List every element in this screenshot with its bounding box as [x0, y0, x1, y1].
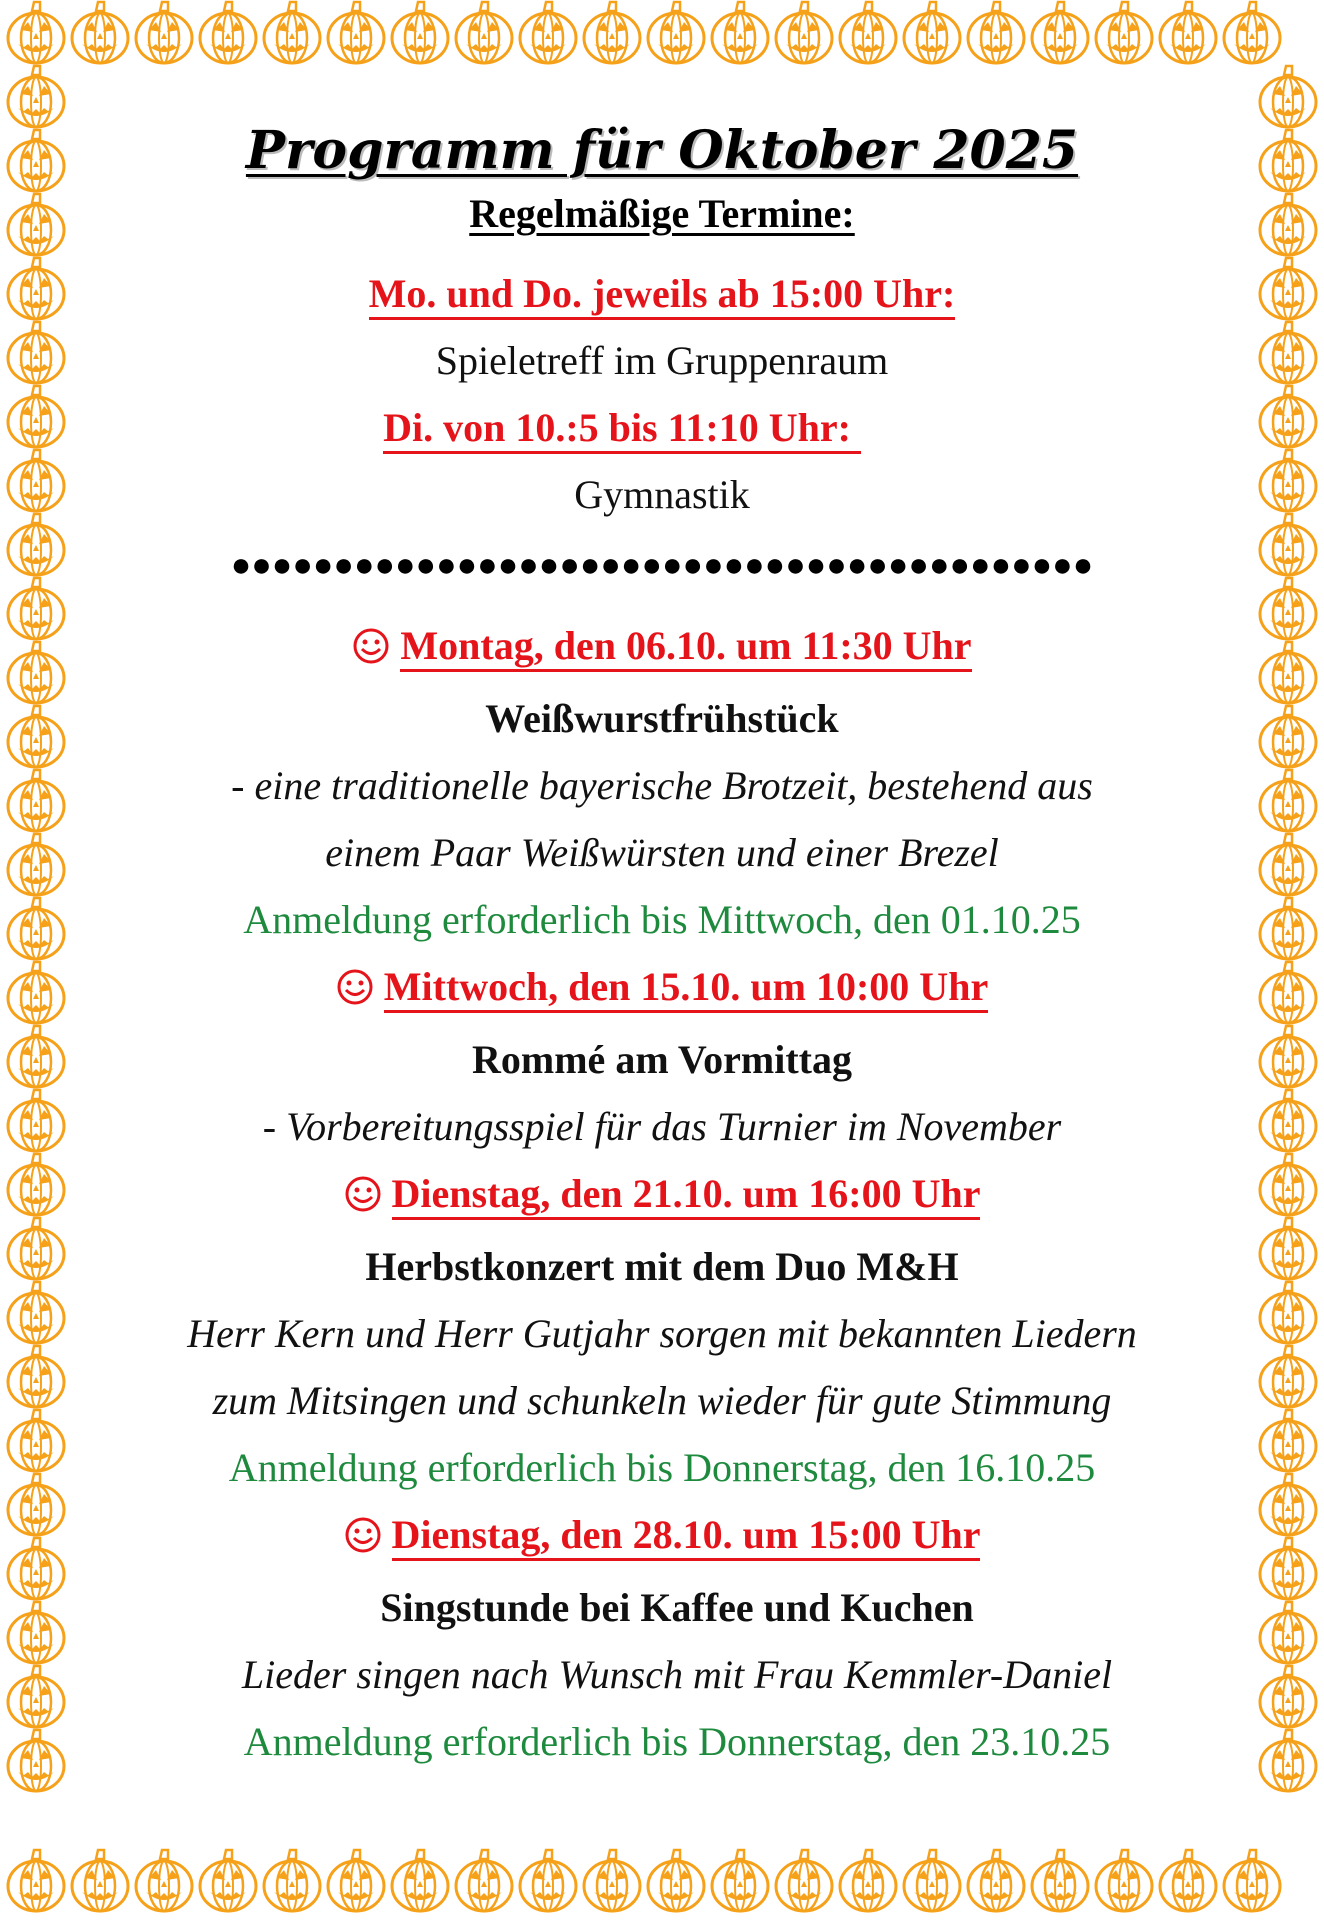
- pumpkin-icon: [1260, 770, 1316, 831]
- pumpkin-icon: [904, 2, 960, 63]
- event-4-desc-1: Lieder singen nach Wunsch mit Frau Kemmler-Daniel: [241, 1652, 1113, 1697]
- pumpkin-icon: [776, 2, 832, 63]
- event-4-registration: Anmeldung erforderlich bis Donnerstag, den 23.10.25: [243, 1719, 1111, 1764]
- pumpkin-icon: [968, 2, 1024, 63]
- event-1-title: Weißwurstfrühstück: [485, 696, 839, 741]
- pumpkin-icon: [72, 2, 128, 63]
- pumpkin-icon: [712, 1850, 768, 1911]
- pumpkin-icon: [8, 1602, 64, 1663]
- event-1-date: Montag, den 06.10. um 11:30 Uhr: [100, 612, 1224, 685]
- pumpkin-icon: [1260, 514, 1316, 575]
- pumpkin-icon: [1260, 1346, 1316, 1407]
- pumpkin-icon: [1260, 1154, 1316, 1215]
- pumpkin-icon: [136, 2, 192, 63]
- pumpkin-icon: [1260, 194, 1316, 255]
- pumpkin-icon: [8, 1410, 64, 1471]
- pumpkin-icon: [72, 1850, 128, 1911]
- pumpkin-icon: [8, 1346, 64, 1407]
- pumpkin-icon: [1096, 2, 1152, 63]
- pumpkin-icon: [200, 1850, 256, 1911]
- event-2-date: Mittwoch, den 15.10. um 10:00 Uhr: [100, 953, 1224, 1026]
- pumpkin-icon: [1096, 1850, 1152, 1911]
- pumpkin-icon: [8, 1666, 64, 1727]
- pumpkin-icon: [264, 2, 320, 63]
- pumpkin-icon: [456, 2, 512, 63]
- pumpkin-icon: [648, 2, 704, 63]
- pumpkin-icon: [1260, 1410, 1316, 1471]
- pumpkin-icon: [8, 1154, 64, 1215]
- pumpkin-icon: [8, 1282, 64, 1343]
- pumpkin-icon: [968, 1850, 1024, 1911]
- event-2-title: Rommé am Vormittag: [472, 1037, 852, 1082]
- pumpkin-icon: [392, 1850, 448, 1911]
- pumpkin-icon: [1260, 1090, 1316, 1151]
- pumpkin-icon: [1260, 898, 1316, 959]
- dot-divider: ●●●●●●●●●●●●●●●●●●●●●●●●●●●●●●●●●●●●●●●●●●: [230, 547, 1094, 584]
- pumpkin-icon: [328, 1850, 384, 1911]
- pumpkin-icon: [520, 2, 576, 63]
- pumpkin-icon: [8, 514, 64, 575]
- pumpkin-icon: [8, 130, 64, 191]
- pumpkin-icon: [1260, 1026, 1316, 1087]
- event-1-desc-1: - eine traditionelle bayerische Brotzeit, bestehend aus: [231, 763, 1093, 808]
- regular-1-when: Mo. und Do. jeweils ab 15:00 Uhr:: [100, 260, 1224, 327]
- smiley-icon: [344, 1166, 382, 1233]
- pumpkin-icon: [8, 2, 64, 63]
- pumpkin-icon: [8, 386, 64, 447]
- regular-2-when: Di. von 10.:5 bis 11:10 Uhr:: [100, 394, 1224, 461]
- pumpkin-icon: [392, 2, 448, 63]
- pumpkin-icon: [1260, 1282, 1316, 1343]
- pumpkin-icon: [8, 322, 64, 383]
- event-3-desc-2: zum Mitsingen und schunkeln wieder für gute Stimmung: [212, 1378, 1112, 1423]
- pumpkin-icon: [8, 578, 64, 639]
- pumpkin-icon: [1260, 386, 1316, 447]
- pumpkin-icon: [8, 1730, 64, 1791]
- event-3-date: Dienstag, den 21.10. um 16:00 Uhr: [100, 1160, 1224, 1233]
- pumpkin-icon: [200, 2, 256, 63]
- pumpkin-icon: [8, 450, 64, 511]
- pumpkin-icon: [8, 1026, 64, 1087]
- event-1-desc-2: einem Paar Weißwürsten und einer Brezel: [325, 830, 999, 875]
- event-4-title: Singstunde bei Kaffee und Kuchen: [380, 1585, 974, 1630]
- smiley-icon: [336, 959, 374, 1026]
- pumpkin-icon: [456, 1850, 512, 1911]
- event-3-registration: Anmeldung erforderlich bis Donnerstag, den 16.10.25: [228, 1445, 1096, 1490]
- pumpkin-icon: [8, 1538, 64, 1599]
- event-3-desc-1: Herr Kern und Herr Gutjahr sorgen mit bekannten Liedern: [187, 1311, 1137, 1356]
- pumpkin-icon: [1260, 1666, 1316, 1727]
- pumpkin-icon: [1260, 1730, 1316, 1791]
- pumpkin-icon: [136, 1850, 192, 1911]
- pumpkin-icon: [520, 1850, 576, 1911]
- pumpkin-icon: [584, 1850, 640, 1911]
- regular-1-what: Spieletreff im Gruppenraum: [435, 338, 889, 383]
- pumpkin-icon: [1260, 834, 1316, 895]
- pumpkin-icon: [776, 1850, 832, 1911]
- pumpkin-icon: [1224, 1850, 1280, 1911]
- event-4-date: Dienstag, den 28.10. um 15:00 Uhr: [100, 1501, 1224, 1574]
- pumpkin-icon: [712, 2, 768, 63]
- regular-2-what: Gymnastik: [574, 472, 750, 517]
- pumpkin-icon: [1160, 1850, 1216, 1911]
- pumpkin-icon: [8, 834, 64, 895]
- pumpkin-icon: [8, 642, 64, 703]
- pumpkin-icon: [1260, 642, 1316, 703]
- pumpkin-icon: [1260, 130, 1316, 191]
- pumpkin-icon: [1260, 1602, 1316, 1663]
- pumpkin-icon: [840, 2, 896, 63]
- event-2-desc-1: - Vorbereitungsspiel für das Turnier im November: [262, 1104, 1062, 1149]
- pumpkin-icon: [1260, 1474, 1316, 1535]
- pumpkin-icon: [8, 1218, 64, 1279]
- pumpkin-icon: [8, 1090, 64, 1151]
- pumpkin-icon: [648, 1850, 704, 1911]
- event-1-registration: Anmeldung erforderlich bis Mittwoch, den 01.10.25: [243, 897, 1081, 942]
- pumpkin-icon: [1260, 1218, 1316, 1279]
- pumpkin-icon: [1260, 258, 1316, 319]
- pumpkin-icon: [8, 1850, 64, 1911]
- pumpkin-icon: [1260, 322, 1316, 383]
- smiley-icon: [352, 618, 390, 685]
- pumpkin-icon: [1032, 1850, 1088, 1911]
- pumpkin-icon: [1032, 2, 1088, 63]
- pumpkin-icon: [8, 66, 64, 127]
- event-3-title: Herbstkonzert mit dem Duo M&H: [365, 1244, 959, 1289]
- pumpkin-icon: [8, 194, 64, 255]
- pumpkin-icon: [264, 1850, 320, 1911]
- pumpkin-icon: [1260, 66, 1316, 127]
- pumpkin-icon: [1224, 2, 1280, 63]
- pumpkin-icon: [1260, 706, 1316, 767]
- pumpkin-icon: [8, 258, 64, 319]
- pumpkin-icon: [584, 2, 640, 63]
- pumpkin-icon: [1260, 1538, 1316, 1599]
- page-title: Programm für Oktober 2025: [245, 120, 1079, 181]
- pumpkin-icon: [1160, 2, 1216, 63]
- smiley-icon: [344, 1507, 382, 1574]
- pumpkin-icon: [840, 1850, 896, 1911]
- pumpkin-icon: [904, 1850, 960, 1911]
- pumpkin-icon: [8, 962, 64, 1023]
- pumpkin-icon: [8, 706, 64, 767]
- pumpkin-icon: [328, 2, 384, 63]
- regular-dates-heading: Regelmäßige Termine:: [469, 191, 855, 236]
- pumpkin-icon: [1260, 578, 1316, 639]
- pumpkin-icon: [8, 1474, 64, 1535]
- flyer-content: [100, 110, 1224, 1775]
- pumpkin-icon: [1260, 962, 1316, 1023]
- pumpkin-icon: [1260, 450, 1316, 511]
- pumpkin-icon: [8, 898, 64, 959]
- pumpkin-icon: [8, 770, 64, 831]
